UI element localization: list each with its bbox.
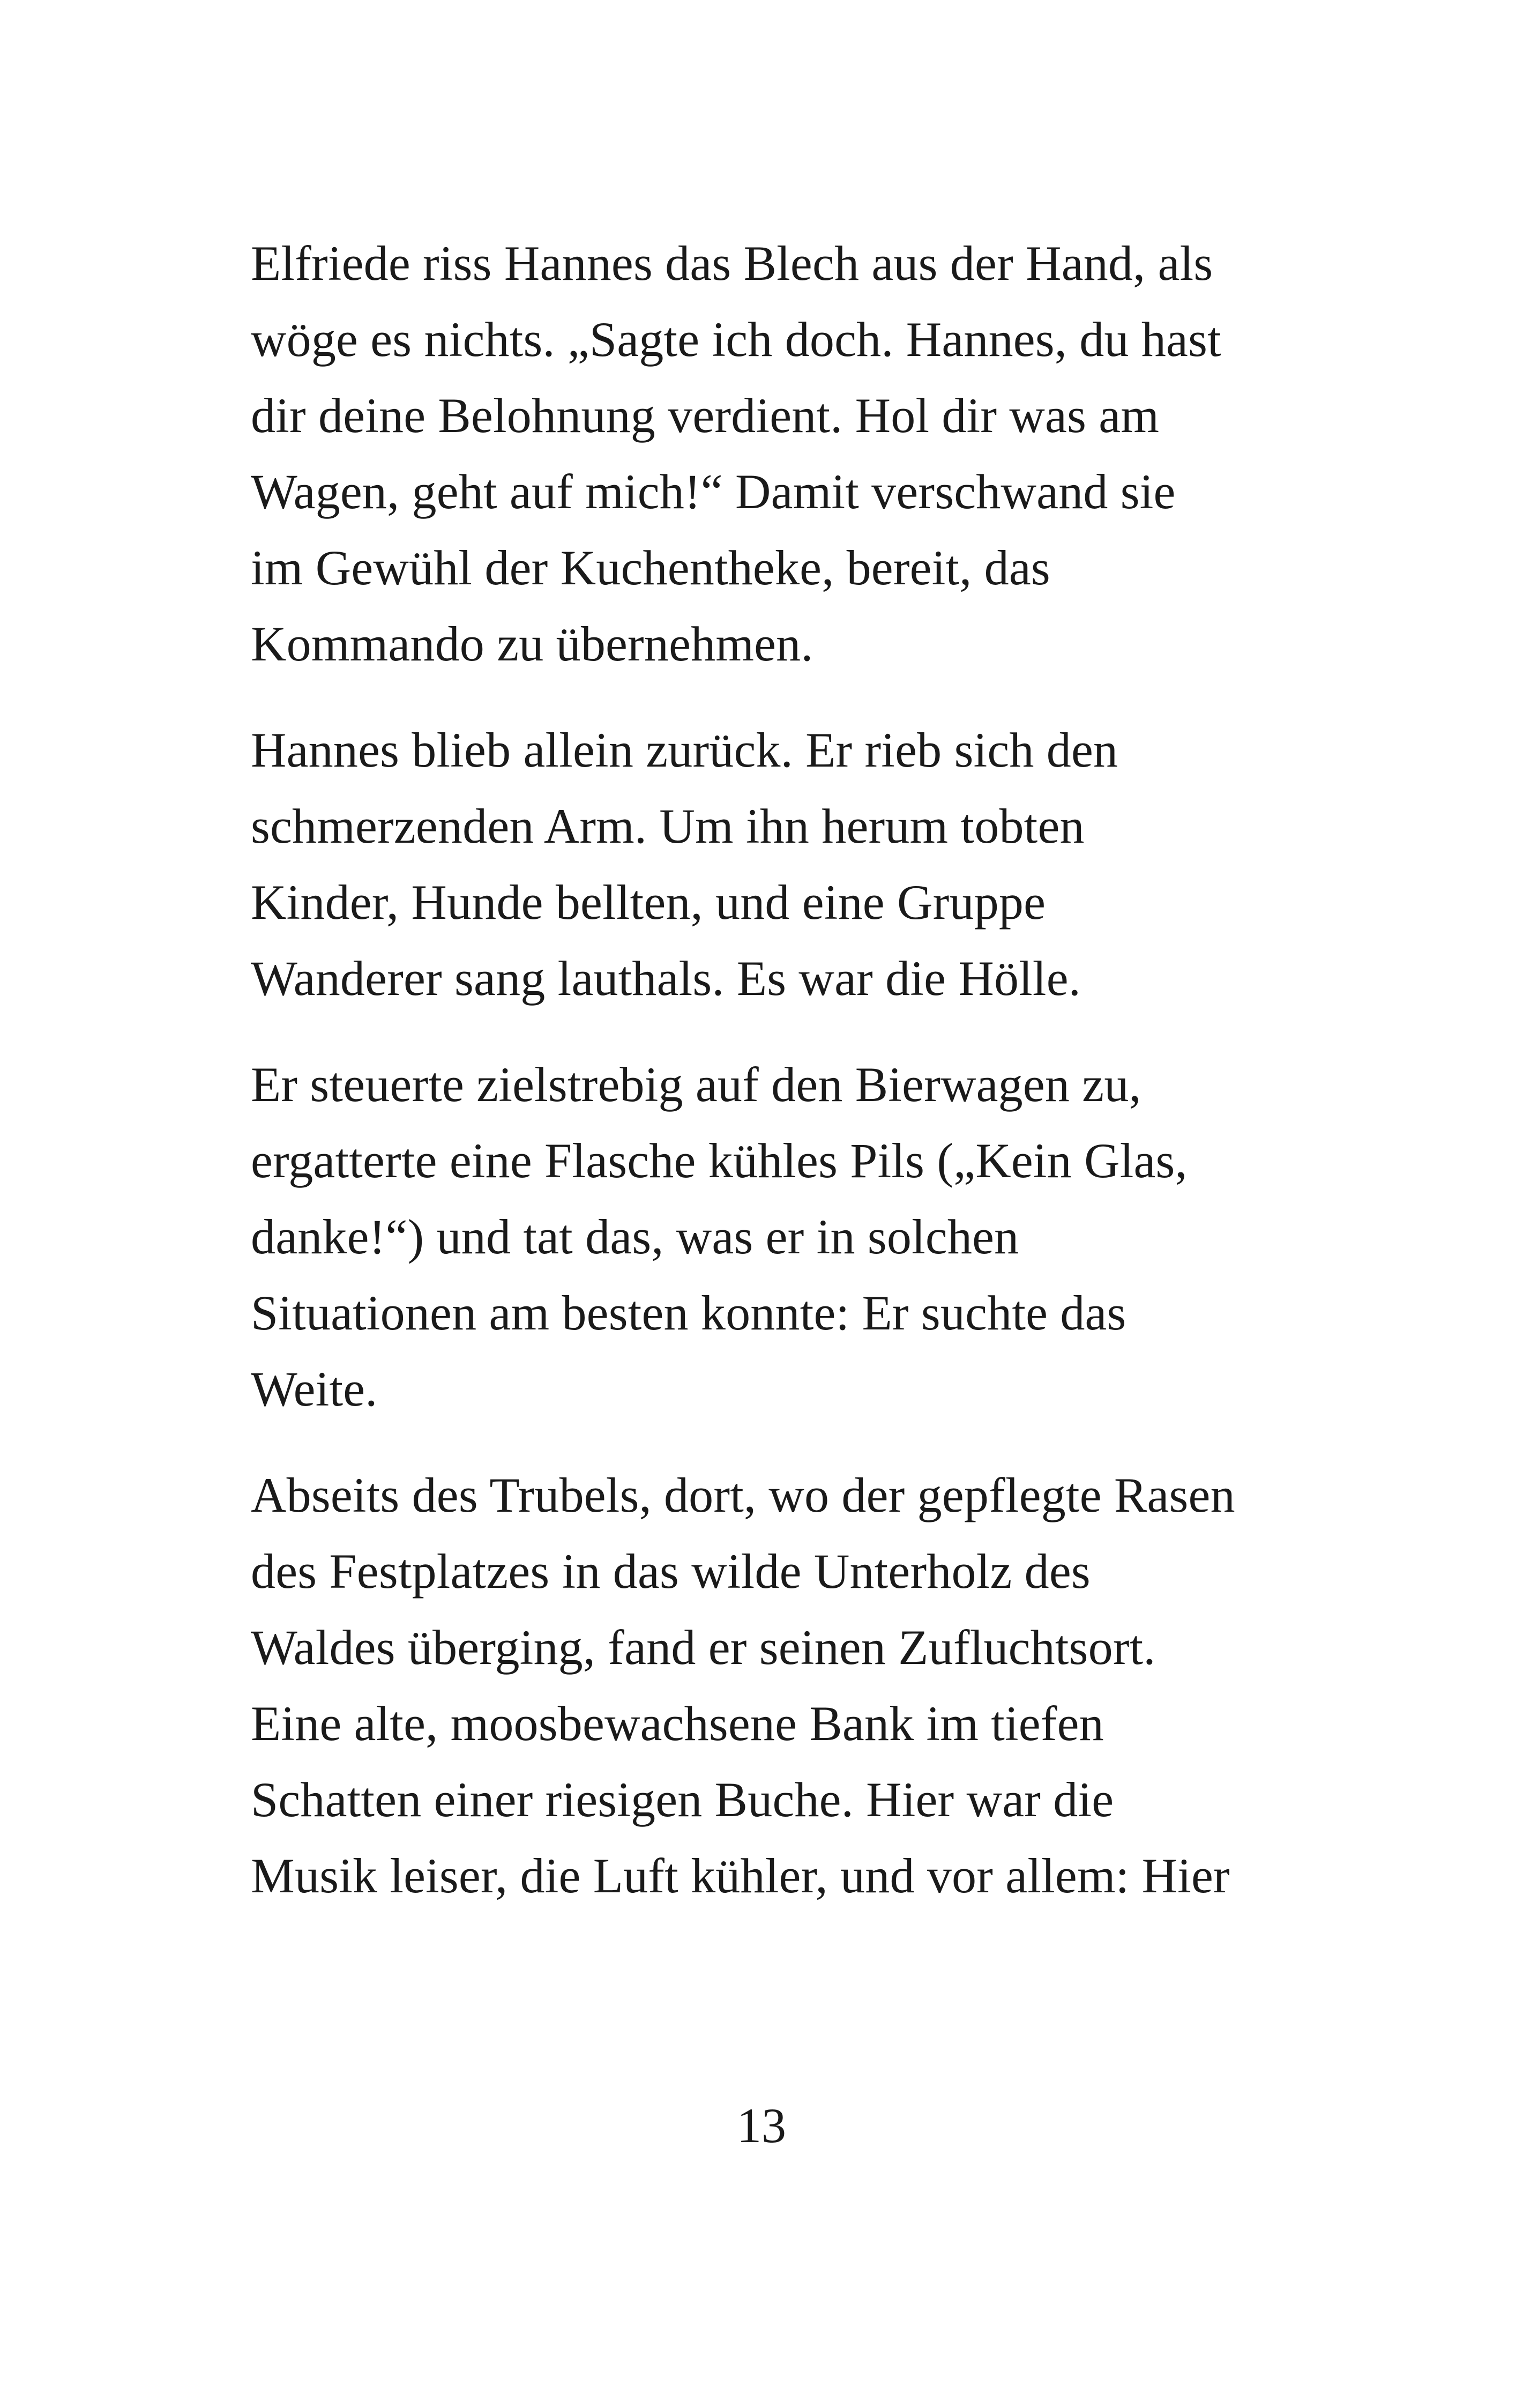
- text-line: Musik leiser, die Luft kühler, und vor allem: Hier: [251, 1848, 1230, 1903]
- body-text: [251, 225, 1365, 1944]
- text-line: im Gewühl der Kuchentheke, bereit, das: [251, 540, 1050, 595]
- text-line: schmerzenden Arm. Um ihn herum tobten: [251, 799, 1085, 853]
- page-number: 13: [737, 2098, 786, 2153]
- text-line: Abseits des Trubels, dort, wo der gepflegte Rasen: [251, 1468, 1235, 1522]
- text-line: Wagen, geht auf mich!“ Damit verschwand sie: [251, 464, 1176, 519]
- text-line: Schatten einer riesigen Buche. Hier war die: [251, 1772, 1114, 1827]
- text-line: Eine alte, moosbewachsene Bank im tiefen: [251, 1696, 1104, 1751]
- paragraph-1: [251, 225, 1365, 682]
- text-line: des Festplatzes in das wilde Unterholz des: [251, 1544, 1091, 1599]
- paragraph-3: [251, 1046, 1365, 1427]
- text-line: dir deine Belohnung verdient. Hol dir was am: [251, 388, 1160, 443]
- text-line: Er steuerte zielstrebig auf den Bierwagen zu,: [251, 1057, 1141, 1112]
- paragraph-2: [251, 712, 1365, 1016]
- paragraph-4: [251, 1457, 1365, 1914]
- text-line: danke!“) und tat das, was er in solchen: [251, 1209, 1019, 1264]
- text-line: wöge es nichts. „Sagte ich doch. Hannes, du hast: [251, 312, 1221, 367]
- text-line: Kinder, Hunde bellten, und eine Gruppe: [251, 875, 1046, 930]
- text-line: Wanderer sang lauthals. Es war die Hölle.: [251, 951, 1081, 1006]
- text-line: Elfriede riss Hannes das Blech aus der Hand, als: [251, 236, 1213, 291]
- text-line: ergatterte eine Flasche kühles Pils („Kein Glas,: [251, 1133, 1188, 1188]
- text-line: Kommando zu übernehmen.: [251, 616, 813, 671]
- text-line: Situationen am besten konnte: Er suchte das: [251, 1285, 1126, 1340]
- text-line: Weite.: [251, 1362, 378, 1416]
- text-line: Waldes überging, fand er seinen Zufluchtsort.: [251, 1620, 1156, 1675]
- text-line: Hannes blieb allein zurück. Er rieb sich den: [251, 723, 1118, 777]
